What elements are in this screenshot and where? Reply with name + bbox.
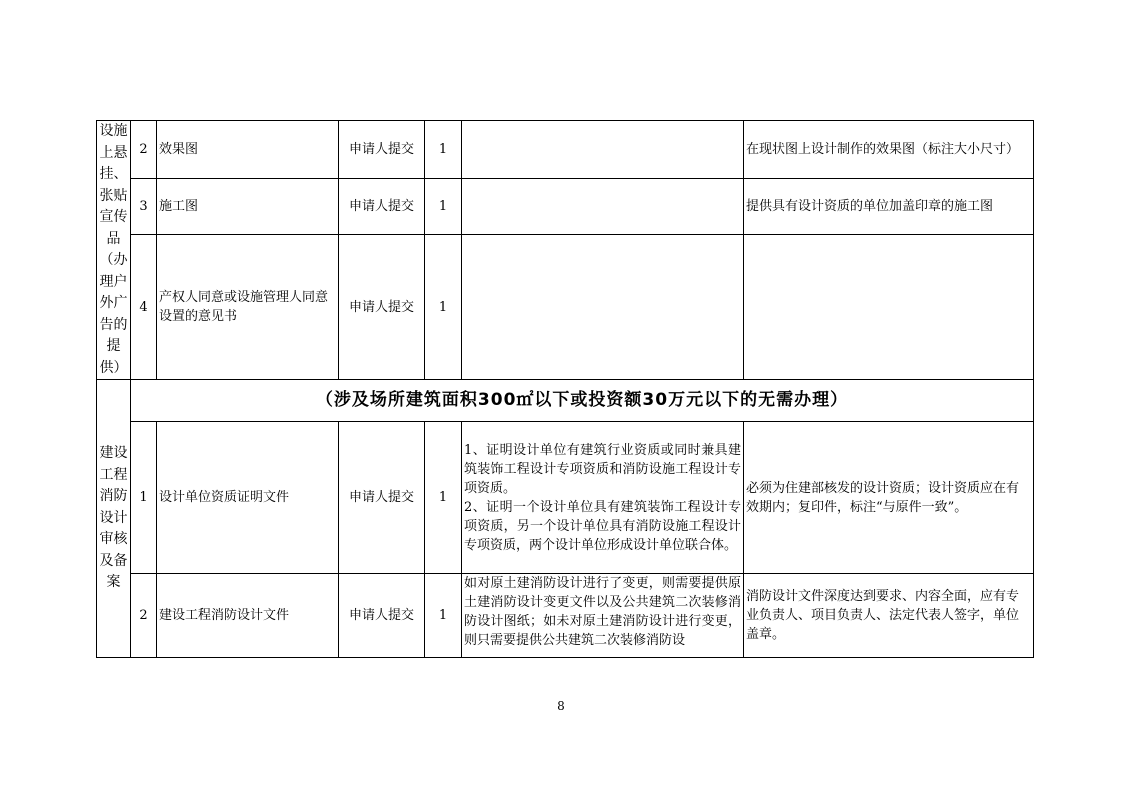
remark: 在现状图上设计制作的效果图（标注大小尺寸） — [744, 121, 1034, 179]
table-row — [97, 380, 1034, 422]
copy-count: 1 — [425, 178, 462, 235]
category-line: 张贴 — [99, 187, 128, 204]
category-line: 理户 — [99, 273, 128, 290]
copy-count: 1 — [425, 121, 462, 179]
table-row — [97, 574, 1034, 658]
material-name: 建设工程消防设计文件 — [157, 574, 339, 658]
material-name: 施工图 — [157, 178, 339, 235]
category-line: 品 — [106, 230, 121, 247]
category-line: 工程 — [99, 466, 128, 483]
category-line: 案 — [106, 574, 121, 591]
category-line: 审核 — [99, 531, 128, 548]
requirements-table — [96, 120, 1034, 658]
category-line: 宣传 — [99, 209, 128, 225]
row-number: 2 — [131, 121, 157, 179]
requirement-desc — [462, 422, 744, 574]
table-row — [97, 121, 1034, 179]
category-line: 消防 — [99, 488, 128, 505]
material-name: 设计单位资质证明文件 — [157, 422, 339, 574]
category-line: 告的 — [99, 316, 128, 333]
category-cell-fire-design — [97, 380, 131, 658]
category-line: 建设 — [99, 445, 128, 462]
remark: 必须为住建部核发的设计资质；设计资质应在有效期内；复印件，标注“与原件一致”。 — [744, 422, 1034, 574]
row-number: 2 — [131, 574, 157, 658]
category-line: 提 — [106, 338, 121, 354]
submitter: 申请人提交 — [339, 422, 425, 574]
table-row — [97, 422, 1034, 574]
page-number: 8 — [557, 699, 565, 713]
category-line: 设计 — [99, 509, 128, 526]
table-row — [97, 235, 1034, 380]
category-line: 及备 — [99, 552, 128, 569]
category-line: （办 — [99, 252, 128, 268]
requirement-desc: 如对原土建消防设计进行了变更，则需要提供原土建消防设计变更文件以及公共建筑二次装修消防设计图纸；如未对原土建消防设计进行变更，则只需要提供公共建筑二次装修消防设 — [462, 574, 744, 658]
material-name: 产权人同意或设施管理人同意设置的意见书 — [157, 235, 339, 380]
table-row — [97, 178, 1034, 235]
category-line: 供） — [99, 359, 128, 376]
remark: 消防设计文件深度达到要求、内容全面，应有专业负责人、项目负责人、法定代表人签字，单位盖章。 — [744, 574, 1034, 658]
submitter: 申请人提交 — [339, 178, 425, 235]
requirement-desc — [462, 121, 744, 179]
category-line: 设施 — [99, 123, 128, 139]
submitter: 申请人提交 — [339, 574, 425, 658]
remark — [744, 235, 1034, 380]
requirement-desc — [462, 178, 744, 235]
row-number: 4 — [131, 235, 157, 380]
copy-count: 1 — [425, 422, 462, 574]
category-line: 外广 — [99, 295, 128, 311]
material-name: 效果图 — [157, 121, 339, 179]
submitter: 申请人提交 — [339, 121, 425, 179]
row-number: 3 — [131, 178, 157, 235]
requirement-desc — [462, 235, 744, 380]
category-line: 上悬 — [99, 144, 128, 161]
category-cell-facility-ads — [97, 121, 131, 380]
category-line: 挂、 — [99, 166, 128, 182]
requirement-item-2: 2、证明一个设计单位具有建筑装饰工程设计专项资质，另一个设计单位具有消防设施工程设计专项资质，两个设计单位形成设计单位联合体。 — [464, 499, 741, 553]
requirement-item-1: 1、证明设计单位有建筑行业资质或同时兼具建筑装饰工程设计专项资质和消防设施工程设计专项资质。 — [464, 442, 741, 496]
submitter: 申请人提交 — [339, 235, 425, 380]
copy-count: 1 — [425, 235, 462, 380]
remark: 提供具有设计资质的单位加盖印章的施工图 — [744, 178, 1034, 235]
exemption-banner: （涉及场所建筑面积300㎡以下或投资额30万元以下的无需办理） — [131, 380, 1034, 422]
row-number: 1 — [131, 422, 157, 574]
copy-count: 1 — [425, 574, 462, 658]
